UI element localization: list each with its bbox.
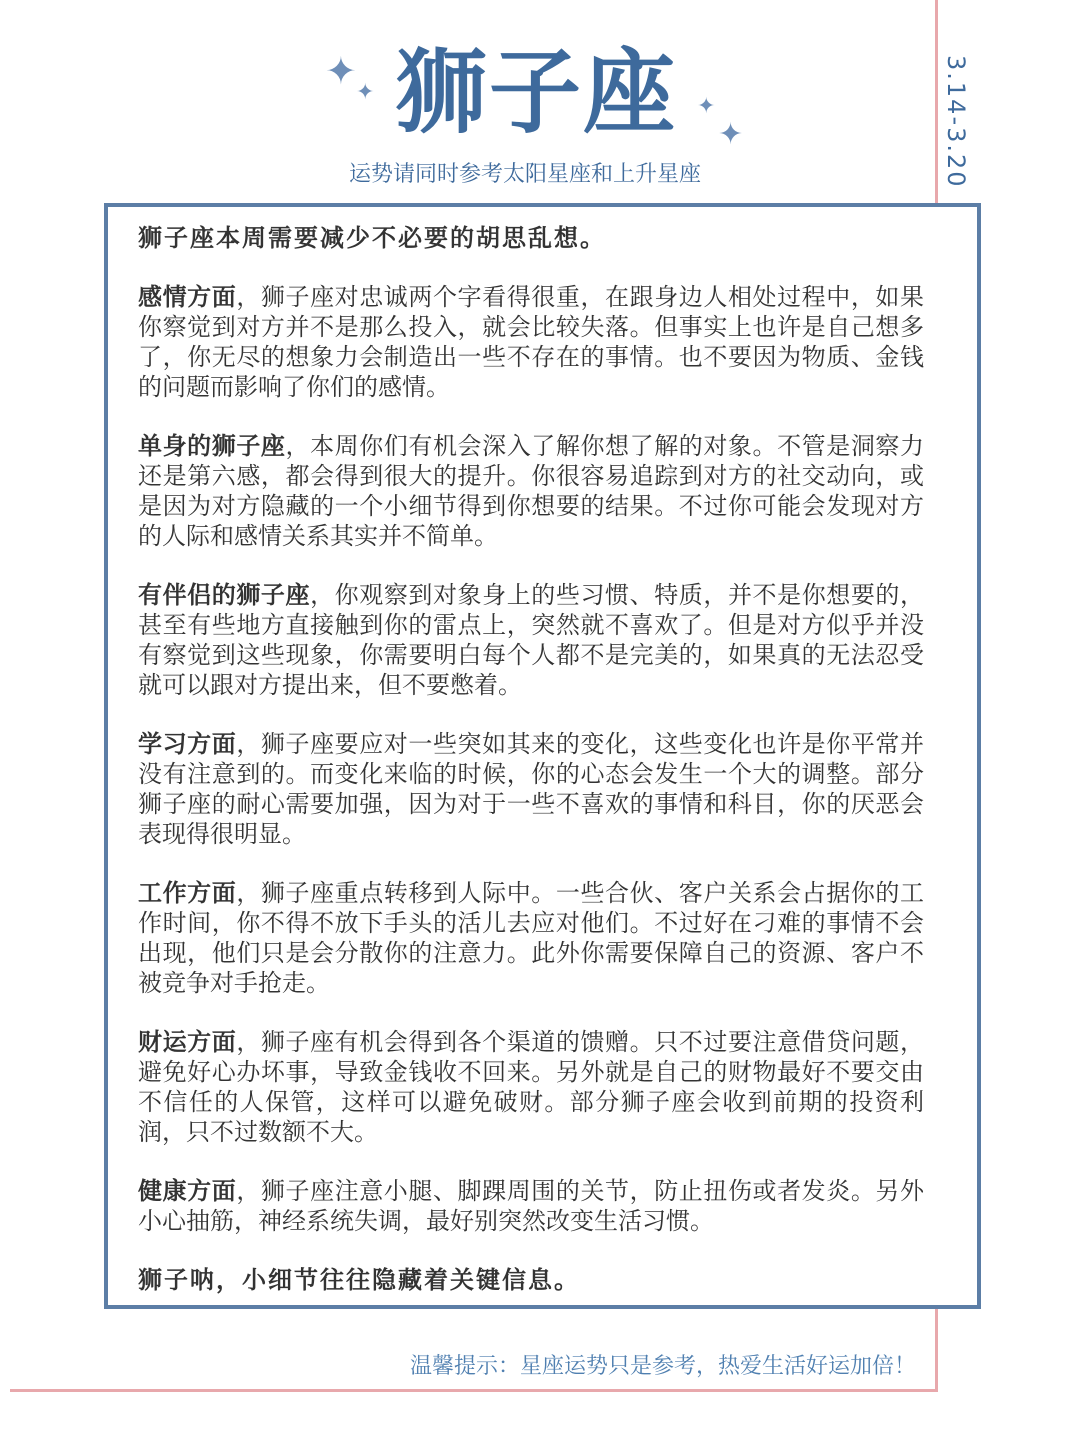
page-title: 狮子座 (395, 39, 678, 146)
content-box (104, 203, 981, 1309)
section-text: ，狮子座重点转移到人际中。一些合伙、客户关系会占据你的工作时间，你不得不放下手头的活儿去应对他们。不过好在刁难的事情不会出现，他们只是会分散你的注意力。此外你需要保障自己的资源、客户不被竞争对手抢走。 (138, 879, 925, 997)
sparkle-icon: ✦ (356, 80, 375, 105)
intro-line: 狮子座本周需要减少不必要的胡思乱想。 (138, 224, 606, 252)
sparkle-icon: ✦ (718, 117, 744, 152)
section-label: 工作方面 (138, 879, 237, 907)
outro-line: 狮子呐，小细节往往隐藏着关键信息。 (138, 1266, 580, 1294)
footer-tip: 温馨提示：星座运势只是参考，热爱生活好运加倍！ (410, 1354, 917, 1379)
section-label: 财运方面 (138, 1028, 237, 1056)
date-range: 3.14-3.20 (942, 55, 970, 189)
section-text: ，狮子座要应对一些突如其来的变化，这些变化也许是你平常并没有注意到的。而变化来临的时候，你的心态会发生一个大的调整。部分狮子座的耐心需要加强，因为对于一些不喜欢的事情和科目，你的厌恶会表现得很明显。 (138, 730, 925, 848)
section-text: ，你观察到对象身上的些习惯、特质，并不是你想要的，甚至有些地方直接触到你的雷点上，突然就不喜欢了。但是对方似乎并没有察觉到这些现象，你需要明白每个人都不是完美的，如果真的无法忍受就可以跟对方提出来，但不要憋着。 (138, 581, 925, 699)
section-label: 健康方面 (138, 1177, 237, 1205)
section-love (138, 282, 924, 402)
horoscope-body (138, 223, 924, 1295)
section-single (138, 431, 924, 551)
section-label: 学习方面 (138, 730, 237, 758)
section-label: 有伴侣的狮子座 (138, 581, 311, 609)
section-text: ，本周你们有机会深入了解你想了解的对象。不管是洞察力还是第六感，都会得到很大的提升。你很容易追踪到对方的社交动向，或是因为对方隐藏的一个小细节得到你想要的结果。不过你可能会发现对方的人际和感情关系其实并不简单。 (138, 432, 924, 550)
section-text: ，狮子座对忠诚两个字看得很重，在跟身边人相处过程中，如果你察觉到对方并不是那么投入，就会比较失落。但事实上也许是自己想多了，你无尽的想象力会制造出一些不存在的事情。也不要因为物质、金钱的问题而影响了你们的感情。 (138, 283, 925, 401)
section-study (138, 729, 924, 849)
section-label: 单身的狮子座 (138, 432, 286, 460)
sparkle-icon: ✦ (325, 49, 357, 93)
section-text: ，狮子座有机会得到各个渠道的馈赠。只不过要注意借贷问题，避免好心办坏事，导致金钱收不回来。另外就是自己的财物最好不要交由不信任的人保管，这样可以避免破财。部分狮子座会收到前期的投资利润，只不过数额不大。 (138, 1028, 925, 1146)
section-wealth (138, 1027, 924, 1147)
section-partnered (138, 580, 924, 700)
section-label: 感情方面 (138, 283, 237, 311)
sparkle-icon: ✦ (697, 94, 716, 119)
section-text: ，狮子座注意小腿、脚踝周围的关节，防止扭伤或者发炎。另外小心抽筋，神经系统失调，最好别突然改变生活习惯。 (138, 1177, 925, 1235)
section-health (138, 1176, 924, 1236)
section-work (138, 878, 924, 998)
page-subtitle: 运势请同时参考太阳星座和上升星座 (348, 162, 701, 187)
pink-horizontal-line (10, 1389, 938, 1392)
